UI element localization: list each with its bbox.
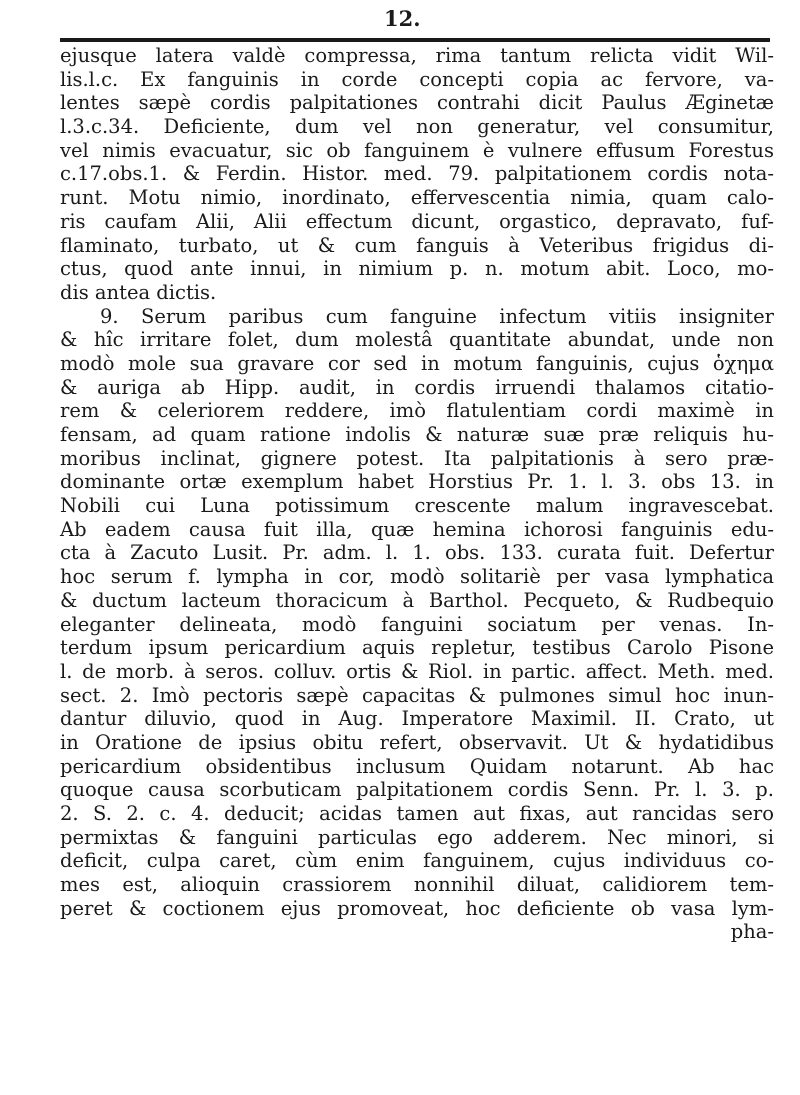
text-line: & hîc irritare folet, dum molestâ quantitate abundat, unde non (60, 328, 774, 352)
text-line: in Oratione de ipsius obitu refert, observavit. Ut & hydatidibus (60, 730, 774, 754)
text-line: pha- (730, 920, 774, 944)
page-number: 12. (384, 6, 421, 31)
text-line: vel nimis evacuatur, sic ob fanguinem è vulnere effusum Forestus (60, 138, 774, 162)
body-text (60, 44, 774, 944)
text-line: hoc serum f. lympha in cor, modò solitariè per vasa lymphatica (60, 565, 774, 589)
text-line: terdum ipsum pericardium aquis repletur, testibus Carolo Pisone (60, 636, 774, 660)
text-line: Nobili cui Luna potissimum crescente malum ingravescebat. (60, 494, 774, 518)
text-line: sect. 2. Imò pectoris sæpè capacitas & pulmones simul hoc inun- (60, 683, 774, 707)
text-line: rem & celeriorem reddere, imò flatulentiam cordi maximè in (60, 399, 774, 423)
text-line: 2. S. 2. c. 4. deducit; acidas tamen aut fixas, aut rancidas sero (60, 802, 774, 825)
text-line: eleganter delineata, modò fanguini sociatum per venas. In- (60, 612, 774, 636)
text-line: lis.l.c. Ex fanguinis in corde concepti copia ac fervore, va- (60, 67, 774, 91)
text-line: deficit, culpa caret, cùm enim fanguinem, cujus individuus co- (60, 849, 774, 873)
text-line: ris caufam Alii, Alii effectum dicunt, orgastico, depravato, fuf- (60, 209, 774, 233)
text-line: dis antea dictis. (60, 280, 217, 304)
text-line: peret & coctionem ejus promoveat, hoc deficiente ob vasa lym- (60, 896, 774, 920)
text-line: c.17.obs.1. & Ferdin. Histor. med. 79. palpitationem cordis nota- (60, 162, 774, 186)
text-line: dantur diluvio, quod in Aug. Imperatore Maximil. II. Crato, ut (60, 707, 774, 731)
text-line: 9. Serum paribus cum fanguine infectum vitiis insigniter (100, 304, 774, 328)
text-line: Ab eadem causa fuit illa, quæ hemina ichorosi fanguinis edu- (60, 517, 774, 541)
text-line: fensam, ad quam ratione indolis & naturæ suæ præ reliquis hu- (60, 423, 774, 446)
text-line: l. de morb. à seros. colluv. ortis & Riol. in partic. affect. Meth. med. (60, 659, 774, 683)
text-line: ejusque latera valdè compressa, rima tantum relicta vidit Wil- (60, 44, 774, 67)
header-rule (60, 38, 770, 42)
text-line: ctus, quod ante innui, in nimium p. n. motum abit. Loco, mo- (60, 257, 774, 281)
text-line: l.3.c.34. Deficiente, dum vel non generatur, vel consumitur, (60, 115, 774, 139)
text-line: quoque causa scorbuticam palpitationem cordis Senn. Pr. l. 3. p. (60, 778, 774, 802)
text-line: dominante ortæ exemplum habet Horstius Pr. 1. l. 3. obs 13. in (60, 470, 774, 494)
text-line: modò mole sua gravare cor sed in motum fanguinis, cujus ὁχημα (60, 351, 774, 375)
text-line: runt. Motu nimio, inordinato, effervescentia nimia, quam calo- (60, 186, 774, 210)
text-line: lentes sæpè cordis palpitationes contrahi dicit Paulus Æginetæ (60, 91, 774, 115)
text-line: pericardium obsidentibus inclusum Quidam notarunt. Ab hac (60, 754, 774, 778)
text-line: & ductum lacteum thoracicum à Barthol. Pecqueto, & Rudbequio (60, 588, 774, 612)
text-line: permixtas & fanguini particulas ego adderem. Nec minori, si (60, 825, 774, 849)
text-line: flaminato, turbato, ut & cum fanguis à Veteribus frigidus di- (60, 233, 774, 257)
text-line: & auriga ab Hipp. audit, in cordis irruendi thalamos citatio- (60, 375, 774, 399)
text-line: mes est, alioquin crassiorem nonnihil diluat, calidiorem tem- (60, 873, 774, 897)
text-line: moribus inclinat, gignere potest. Ita palpitationis à sero præ- (60, 446, 774, 470)
text-line: cta à Zacuto Lusit. Pr. adm. l. 1. obs. 133. curata fuit. Defertur (60, 541, 774, 565)
